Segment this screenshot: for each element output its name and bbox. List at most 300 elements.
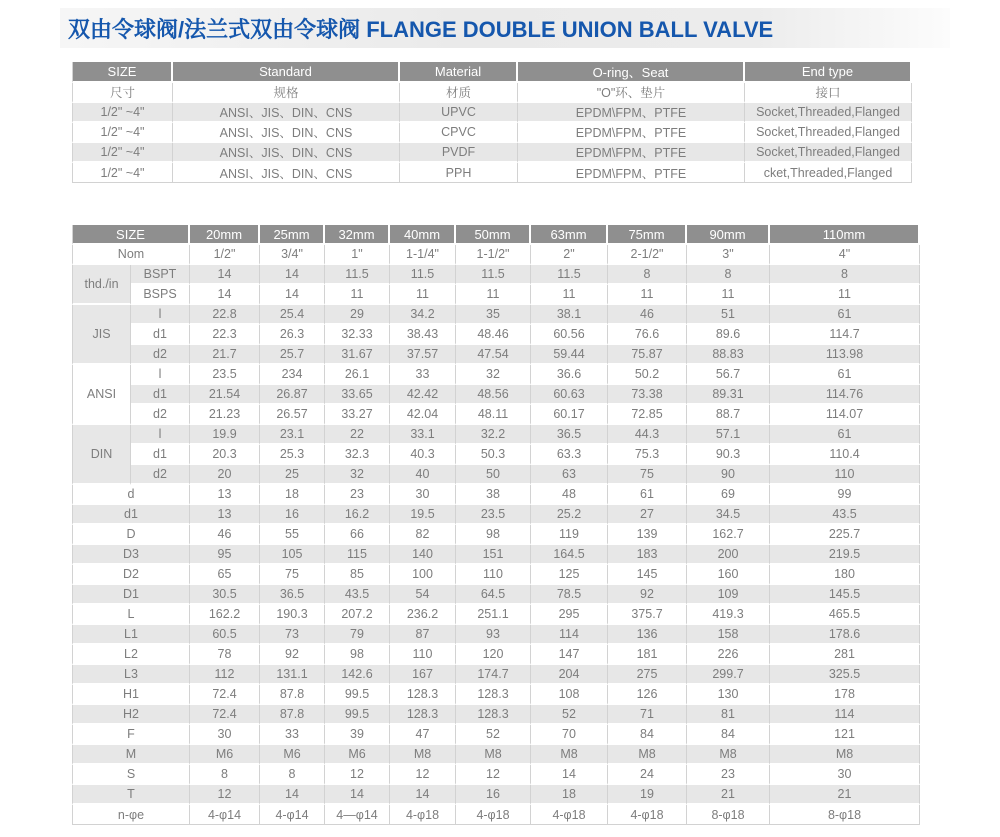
table-cell: 25.4 xyxy=(260,305,325,325)
table-cell: 78 xyxy=(190,645,260,665)
column-header: 90mm xyxy=(687,225,770,245)
table-cell: M8 xyxy=(608,745,687,765)
table-cell: 31.67 xyxy=(325,345,390,365)
table-cell: 128.3 xyxy=(456,705,531,725)
table-cell: 183 xyxy=(608,545,687,565)
table-row xyxy=(72,745,920,765)
table-cell: 47 xyxy=(390,725,456,745)
table-cell: 51 xyxy=(687,305,770,325)
row-sublabel: l xyxy=(131,425,190,445)
table-cell: 93 xyxy=(456,625,531,645)
table-cell: 72.4 xyxy=(190,685,260,705)
table-cell: 4-φ14 xyxy=(260,805,325,825)
row-sublabel: BSPS xyxy=(131,285,190,305)
column-header: 75mm xyxy=(608,225,687,245)
table-cell: 4—φ14 xyxy=(325,805,390,825)
row-label: Nom xyxy=(72,245,190,265)
table-cell: 16 xyxy=(260,505,325,525)
table-cell: 110 xyxy=(770,465,920,485)
table-cell: 78.5 xyxy=(531,585,608,605)
table-cell: 69 xyxy=(687,485,770,505)
table-row xyxy=(72,163,912,183)
title-band xyxy=(60,8,950,48)
table-cell: 131.1 xyxy=(260,665,325,685)
table-cell: 2" xyxy=(531,245,608,265)
table-cell: ANSI、JIS、DIN、CNS xyxy=(173,163,400,183)
row-label: L3 xyxy=(72,665,190,685)
table-cell: 37.57 xyxy=(390,345,456,365)
table-cell: 33 xyxy=(390,365,456,385)
table-cell: CPVC xyxy=(400,123,518,143)
table-cell: 126 xyxy=(608,685,687,705)
table-cell: 167 xyxy=(390,665,456,685)
column-header: 25mm xyxy=(260,225,325,245)
table-cell: 42.04 xyxy=(390,405,456,425)
table-row xyxy=(72,765,920,785)
table-cell: 21.7 xyxy=(190,345,260,365)
table-row xyxy=(72,505,920,525)
table-row xyxy=(72,585,920,605)
table-cell: 48.56 xyxy=(456,385,531,405)
table-cell: 43.5 xyxy=(770,505,920,525)
table-cell: EPDM\FPM、PTFE xyxy=(518,123,745,143)
column-header: SIZE xyxy=(72,225,190,245)
table-row xyxy=(72,143,912,163)
table-cell: 112 xyxy=(190,665,260,685)
table-cell: 121 xyxy=(770,725,920,745)
table-cell: 128.3 xyxy=(456,685,531,705)
table-cell: M8 xyxy=(456,745,531,765)
table-cell: 119 xyxy=(531,525,608,545)
table-cell: 32.33 xyxy=(325,325,390,345)
table-cell: 38.1 xyxy=(531,305,608,325)
table-cell: 99 xyxy=(770,485,920,505)
table-cell: 281 xyxy=(770,645,920,665)
table-cell: PVDF xyxy=(400,143,518,163)
table-cell: 110 xyxy=(456,565,531,585)
table-cell: 75 xyxy=(608,465,687,485)
table-cell: M8 xyxy=(531,745,608,765)
table-cell: 207.2 xyxy=(325,605,390,625)
table-cell: 13 xyxy=(190,485,260,505)
table-cell: 40.3 xyxy=(390,445,456,465)
table-row xyxy=(72,305,920,325)
table-cell: EPDM\FPM、PTFE xyxy=(518,143,745,163)
table-cell: 174.7 xyxy=(456,665,531,685)
table-cell: 8 xyxy=(608,265,687,285)
table-cell: 82 xyxy=(390,525,456,545)
table-row xyxy=(72,285,920,305)
row-sublabel: d2 xyxy=(131,345,190,365)
table-row xyxy=(72,265,920,285)
table-cell: 72.4 xyxy=(190,705,260,725)
column-subheader: 尺寸 xyxy=(72,83,173,103)
table-cell: 60.5 xyxy=(190,625,260,645)
column-header: 32mm xyxy=(325,225,390,245)
table-cell: 164.5 xyxy=(531,545,608,565)
table-cell: 8 xyxy=(190,765,260,785)
group-label: thd./in xyxy=(72,265,131,305)
table-row xyxy=(72,425,920,445)
table-row xyxy=(72,405,920,425)
table-cell: 11 xyxy=(770,285,920,305)
table-cell: 63.3 xyxy=(531,445,608,465)
table-cell: 251.1 xyxy=(456,605,531,625)
table-cell: 18 xyxy=(260,485,325,505)
table-cell: 34.2 xyxy=(390,305,456,325)
table-cell: Socket,Threaded,Flanged xyxy=(745,103,912,123)
table-cell: 1/2" ~4" xyxy=(72,143,173,163)
column-header: SIZE xyxy=(72,62,173,83)
row-sublabel: d2 xyxy=(131,465,190,485)
table-cell: 114.76 xyxy=(770,385,920,405)
table-cell: 120 xyxy=(456,645,531,665)
table-cell: 81 xyxy=(687,705,770,725)
table-cell: 22.3 xyxy=(190,325,260,345)
column-header: 63mm xyxy=(531,225,608,245)
table-cell: 63 xyxy=(531,465,608,485)
table-cell: 38 xyxy=(456,485,531,505)
table-cell: EPDM\FPM、PTFE xyxy=(518,163,745,183)
table-cell: M6 xyxy=(325,745,390,765)
table-cell: 2-1/2" xyxy=(608,245,687,265)
table-cell: 4-φ18 xyxy=(456,805,531,825)
table-cell: 32 xyxy=(325,465,390,485)
table-row xyxy=(72,485,920,505)
table-cell: 30 xyxy=(770,765,920,785)
table-cell: 178 xyxy=(770,685,920,705)
column-subheader: 规格 xyxy=(173,83,400,103)
table-cell: 14 xyxy=(260,285,325,305)
table-cell: 14 xyxy=(190,285,260,305)
group-label: DIN xyxy=(72,425,131,485)
table-cell: 60.17 xyxy=(531,405,608,425)
table-cell: 33 xyxy=(260,725,325,745)
table-cell: 29 xyxy=(325,305,390,325)
column-header: O-ring、Seat xyxy=(518,62,745,83)
row-label: H2 xyxy=(72,705,190,725)
table-cell: 23 xyxy=(325,485,390,505)
table-cell: 128.3 xyxy=(390,685,456,705)
table-cell: 11 xyxy=(531,285,608,305)
table-cell: 162.2 xyxy=(190,605,260,625)
table-cell: 158 xyxy=(687,625,770,645)
table-cell: 19.5 xyxy=(390,505,456,525)
table-cell: 22.8 xyxy=(190,305,260,325)
table-cell: 219.5 xyxy=(770,545,920,565)
table-cell: 23.5 xyxy=(456,505,531,525)
table-cell: 90 xyxy=(687,465,770,485)
table-cell: 26.3 xyxy=(260,325,325,345)
table-cell: 61 xyxy=(770,425,920,445)
table-cell: 64.5 xyxy=(456,585,531,605)
spec-table xyxy=(72,62,912,183)
table-cell: 44.3 xyxy=(608,425,687,445)
table-cell: 12 xyxy=(190,785,260,805)
table-cell: M6 xyxy=(190,745,260,765)
table-cell: 75 xyxy=(260,565,325,585)
table-cell: 65 xyxy=(190,565,260,585)
table-cell: 109 xyxy=(687,585,770,605)
table-cell: 105 xyxy=(260,545,325,565)
table-cell: 8-φ18 xyxy=(687,805,770,825)
table-row xyxy=(72,345,920,365)
table-cell: 142.6 xyxy=(325,665,390,685)
table-cell: 16 xyxy=(456,785,531,805)
table-cell: 79 xyxy=(325,625,390,645)
table-cell: 114.07 xyxy=(770,405,920,425)
table-cell: 4-φ14 xyxy=(190,805,260,825)
table-cell: 8 xyxy=(770,265,920,285)
table-cell: 40 xyxy=(390,465,456,485)
table-cell: 20.3 xyxy=(190,445,260,465)
table-cell: 39 xyxy=(325,725,390,745)
table-cell: 25 xyxy=(260,465,325,485)
table-cell: 110.4 xyxy=(770,445,920,465)
table-cell: 8 xyxy=(260,765,325,785)
table-cell: 1-1/4" xyxy=(390,245,456,265)
table-cell: 34.5 xyxy=(687,505,770,525)
table-row xyxy=(72,785,920,805)
table-cell: 1" xyxy=(325,245,390,265)
table-cell: 11.5 xyxy=(390,265,456,285)
table-cell: 26.57 xyxy=(260,405,325,425)
table-cell: 87 xyxy=(390,625,456,645)
table-cell: 52 xyxy=(531,705,608,725)
table-cell: 21.54 xyxy=(190,385,260,405)
table-cell: 92 xyxy=(260,645,325,665)
table-cell: 21.23 xyxy=(190,405,260,425)
page-title: 双由令球阀/法兰式双由令球阀 FLANGE DOUBLE UNION BALL VALVE xyxy=(68,16,774,42)
row-label: L1 xyxy=(72,625,190,645)
table-cell: 130 xyxy=(687,685,770,705)
table-cell: 12 xyxy=(325,765,390,785)
table-cell: 11 xyxy=(608,285,687,305)
table-cell: 61 xyxy=(608,485,687,505)
table-cell: 42.42 xyxy=(390,385,456,405)
row-sublabel: d1 xyxy=(131,385,190,405)
table-cell: 25.2 xyxy=(531,505,608,525)
table-cell: 84 xyxy=(608,725,687,745)
table-cell: 33.27 xyxy=(325,405,390,425)
table-row xyxy=(72,445,920,465)
table-cell: 145.5 xyxy=(770,585,920,605)
dimension-table-body xyxy=(72,245,920,825)
table-cell: ANSI、JIS、DIN、CNS xyxy=(173,123,400,143)
table-cell: 11.5 xyxy=(531,265,608,285)
table-row xyxy=(72,545,920,565)
table-cell: 19 xyxy=(608,785,687,805)
table-cell: 89.6 xyxy=(687,325,770,345)
table-cell: 147 xyxy=(531,645,608,665)
table-cell: 236.2 xyxy=(390,605,456,625)
table-cell: 87.8 xyxy=(260,705,325,725)
table-cell: 50.3 xyxy=(456,445,531,465)
table-row xyxy=(72,685,920,705)
row-sublabel: d2 xyxy=(131,405,190,425)
table-cell: 61 xyxy=(770,365,920,385)
column-header: 40mm xyxy=(390,225,456,245)
table-cell: 181 xyxy=(608,645,687,665)
table-cell: 114 xyxy=(770,705,920,725)
table-cell: 225.7 xyxy=(770,525,920,545)
table-cell: Socket,Threaded,Flanged xyxy=(745,143,912,163)
table-cell: 16.2 xyxy=(325,505,390,525)
table-cell: 190.3 xyxy=(260,605,325,625)
table-cell: 36.6 xyxy=(531,365,608,385)
row-label: D3 xyxy=(72,545,190,565)
table-cell: 50 xyxy=(456,465,531,485)
table-cell: UPVC xyxy=(400,103,518,123)
table-cell: 89.31 xyxy=(687,385,770,405)
table-cell: 66 xyxy=(325,525,390,545)
header-row xyxy=(72,62,912,83)
table-cell: 32.2 xyxy=(456,425,531,445)
row-label: H1 xyxy=(72,685,190,705)
table-cell: 95 xyxy=(190,545,260,565)
table-cell: 100 xyxy=(390,565,456,585)
table-cell: 85 xyxy=(325,565,390,585)
row-label: S xyxy=(72,765,190,785)
table-row xyxy=(72,805,920,825)
table-cell: 99.5 xyxy=(325,705,390,725)
table-cell: 299.7 xyxy=(687,665,770,685)
table-cell: 75.3 xyxy=(608,445,687,465)
table-cell: 70 xyxy=(531,725,608,745)
group-label: JIS xyxy=(72,305,131,365)
column-header: 50mm xyxy=(456,225,531,245)
table-cell: 92 xyxy=(608,585,687,605)
table-cell: 139 xyxy=(608,525,687,545)
table-cell: 33.65 xyxy=(325,385,390,405)
table-cell: 113.98 xyxy=(770,345,920,365)
table-cell: 22 xyxy=(325,425,390,445)
table-cell: 35 xyxy=(456,305,531,325)
table-cell: 47.54 xyxy=(456,345,531,365)
table-cell: 60.56 xyxy=(531,325,608,345)
table-cell: 465.5 xyxy=(770,605,920,625)
table-cell: 140 xyxy=(390,545,456,565)
table-cell: 26.1 xyxy=(325,365,390,385)
table-cell: Socket,Threaded,Flanged xyxy=(745,123,912,143)
table-cell: 4-φ18 xyxy=(390,805,456,825)
table-cell: 21 xyxy=(687,785,770,805)
table-row xyxy=(72,565,920,585)
table-cell: 110 xyxy=(390,645,456,665)
header-row xyxy=(72,225,920,245)
row-label: L2 xyxy=(72,645,190,665)
table-row xyxy=(72,325,920,345)
table-cell: 14 xyxy=(260,265,325,285)
table-cell: 128.3 xyxy=(390,705,456,725)
table-cell: 14 xyxy=(260,785,325,805)
table-cell: 84 xyxy=(687,725,770,745)
table-cell: 108 xyxy=(531,685,608,705)
table-cell: 419.3 xyxy=(687,605,770,625)
table-cell: 11 xyxy=(390,285,456,305)
table-cell: 3/4" xyxy=(260,245,325,265)
table-cell: 234 xyxy=(260,365,325,385)
table-cell: 46 xyxy=(190,525,260,545)
table-cell: 160 xyxy=(687,565,770,585)
row-label: D2 xyxy=(72,565,190,585)
row-label: D xyxy=(72,525,190,545)
table-row xyxy=(72,665,920,685)
table-cell: 11 xyxy=(687,285,770,305)
table-cell: 38.43 xyxy=(390,325,456,345)
table-cell: 26.87 xyxy=(260,385,325,405)
column-header: 20mm xyxy=(190,225,260,245)
table-cell: 75.87 xyxy=(608,345,687,365)
table-cell: 73.38 xyxy=(608,385,687,405)
table-cell: 48 xyxy=(531,485,608,505)
table-row xyxy=(72,605,920,625)
table-cell: 8 xyxy=(687,265,770,285)
column-subheader: 接口 xyxy=(745,83,912,103)
table-cell: 18 xyxy=(531,785,608,805)
table-cell: cket,Threaded,Flanged xyxy=(745,163,912,183)
table-row xyxy=(72,725,920,745)
table-cell: 180 xyxy=(770,565,920,585)
table-cell: 52 xyxy=(456,725,531,745)
column-header: Standard xyxy=(173,62,400,83)
column-subheader: "O"环、垫片 xyxy=(518,83,745,103)
table-cell: 114 xyxy=(531,625,608,645)
table-cell: 21 xyxy=(770,785,920,805)
table-cell: 55 xyxy=(260,525,325,545)
table-cell: 3" xyxy=(687,245,770,265)
table-row xyxy=(72,705,920,725)
table-cell: 30 xyxy=(390,485,456,505)
table-row xyxy=(72,103,912,123)
table-cell: 71 xyxy=(608,705,687,725)
row-label: M xyxy=(72,745,190,765)
table-cell: 178.6 xyxy=(770,625,920,645)
table-cell: 87.8 xyxy=(260,685,325,705)
table-cell: 23.5 xyxy=(190,365,260,385)
table-cell: 204 xyxy=(531,665,608,685)
table-row xyxy=(72,123,912,143)
table-cell: 90.3 xyxy=(687,445,770,465)
table-cell: 11 xyxy=(456,285,531,305)
table-cell: 1/2" ~4" xyxy=(72,103,173,123)
row-label: d xyxy=(72,485,190,505)
table-cell: 136 xyxy=(608,625,687,645)
table-cell: 8-φ18 xyxy=(770,805,920,825)
row-label: F xyxy=(72,725,190,745)
table-cell: 23 xyxy=(687,765,770,785)
table-cell: 4-φ18 xyxy=(608,805,687,825)
table-cell: 32.3 xyxy=(325,445,390,465)
column-header: 110mm xyxy=(770,225,920,245)
table-cell: 30 xyxy=(190,725,260,745)
table-cell: 14 xyxy=(190,265,260,285)
table-row xyxy=(72,245,920,265)
table-cell: 145 xyxy=(608,565,687,585)
row-sublabel: BSPT xyxy=(131,265,190,285)
table-cell: 325.5 xyxy=(770,665,920,685)
table-cell: M8 xyxy=(687,745,770,765)
table-cell: 11 xyxy=(325,285,390,305)
table-cell: 24 xyxy=(608,765,687,785)
table-cell: 25.7 xyxy=(260,345,325,365)
table-cell: 125 xyxy=(531,565,608,585)
table-cell: 20 xyxy=(190,465,260,485)
table-row xyxy=(72,645,920,665)
row-label: n-φe xyxy=(72,805,190,825)
table-cell: 88.7 xyxy=(687,405,770,425)
table-cell: PPH xyxy=(400,163,518,183)
